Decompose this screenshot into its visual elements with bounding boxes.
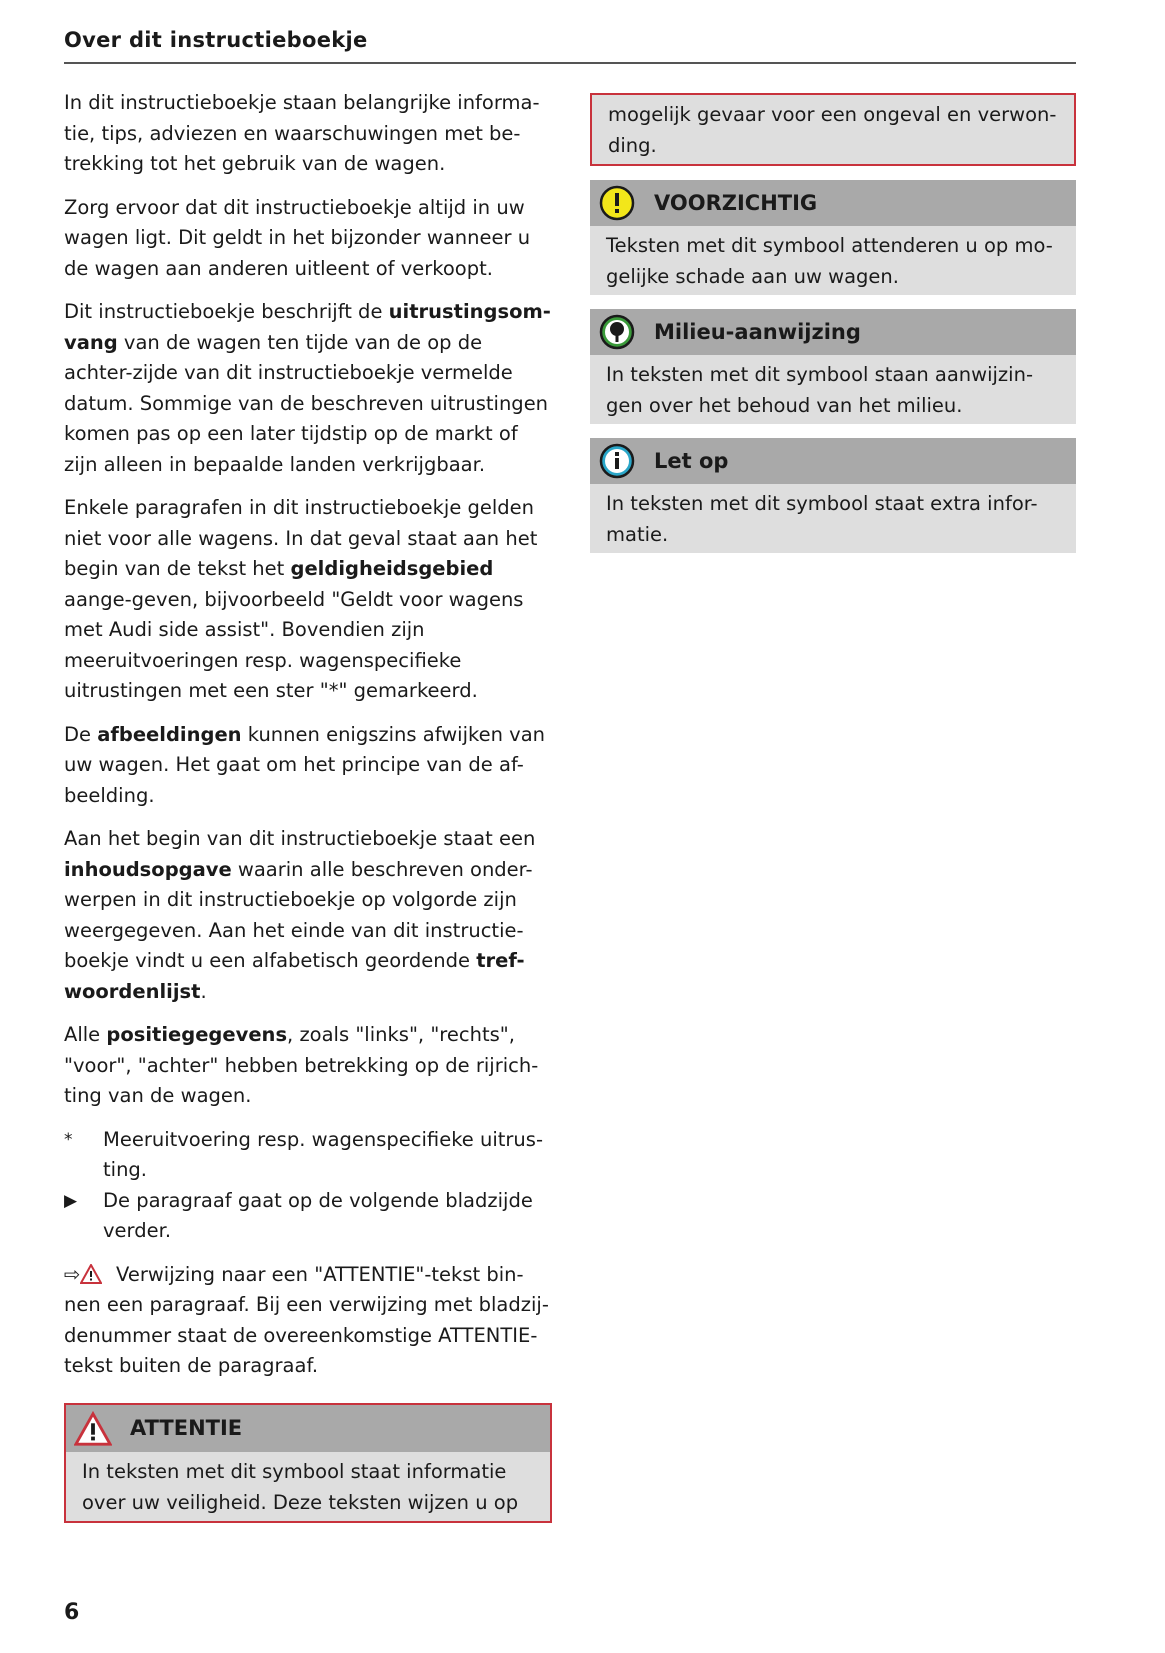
left-column: [64, 88, 552, 1395]
caution-box: [590, 180, 1076, 295]
environment-title: Milieu-aanwijzing: [654, 319, 861, 344]
legend-text: De paragraaf gaat op de volgende bladzijde verder.: [103, 1188, 533, 1242]
info-circle-icon: [598, 442, 636, 480]
exclamation-circle-icon: [598, 184, 636, 222]
attention-continued-text: mogelijk gevaar voor een ongeval en verwon-ding.: [608, 103, 1057, 157]
page-header-title: Over dit instructieboekje: [64, 28, 368, 52]
page-number: 6: [64, 1600, 80, 1625]
environment-box: [590, 309, 1076, 424]
caution-title: VOORZICHTIG: [654, 190, 818, 215]
paragraph-keep-in-car: Zorg ervoor dat dit instructieboekje altijd in uw wagen ligt. Dit geldt in het bijzonder wanneer u de wagen aan anderen uitleent of verkoopt.: [64, 195, 531, 280]
environment-body: In teksten met dit symbool staan aanwijzin-gen over het behoud van het milieu.: [606, 363, 1033, 417]
paragraph-contents: Aan het begin van dit instructieboekje staat een inhoudsopgave waarin alle beschreven onder-werpen in dit instructieboekje op volgorde zijn weergegeven. Aan het einde van dit instructie-boekje vindt u een alfabetisch geordende tref-woordenlijst.: [64, 827, 536, 1003]
paragraph-validity: Enkele paragrafen in dit instructieboekje gelden niet voor alle wagens. In dat geval staat aan het begin van de tekst het geldigheidsgebied aange-geven, bijvoorbeeld "Geldt voor wagens met Audi side assist". Bovendien zijn meeruitvoeringen resp. wagenspecifieke uitrustingen met een ster "*" gemarkeerd.: [64, 496, 538, 702]
environment-header: [590, 309, 1076, 355]
paragraph-reference: ⇨ Verwijzing naar een "ATTENTIE"-tekst bin-nen een paragraaf. Bij een verwijzing met bladzij-denummer staat de overeenkomstige ATTENTIE-tekst buiten de paragraaf.: [64, 1260, 552, 1382]
note-body: In teksten met dit symbool staat extra infor-matie.: [606, 492, 1038, 546]
note-header: [590, 438, 1076, 484]
right-column: [590, 93, 1076, 567]
legend-item-continue: [64, 1186, 552, 1247]
paragraph-intro: In dit instructieboekje staan belangrijke informa-tie, tips, adviezen en waarschuwingen met be-trekking tot het gebruik van de wagen.: [64, 91, 540, 175]
attention-box: [64, 1403, 552, 1523]
caution-body: Teksten met dit symbool attenderen u op mo-gelijke schade aan uw wagen.: [606, 234, 1053, 288]
attention-body: In teksten met dit symbool staat informatie over uw veiligheid. Deze teksten wijzen u op: [82, 1460, 519, 1514]
paragraph-positions: Alle positiegegevens, zoals "links", "rechts", "voor", "achter" hebben betrekking op de rijrich-ting van de wagen.: [64, 1023, 539, 1107]
attention-continued-box: [590, 93, 1076, 166]
note-box: [590, 438, 1076, 553]
play-triangle-icon: ▶: [64, 1190, 78, 1211]
paragraph-equipment-scope: Dit instructieboekje beschrijft de uitrustingsom-vang van de wagen ten tijde van de op de achter-zijde van dit instructieboekje vermelde datum. Sommige van de beschreven uitrustingen komen pas op een later tijdstip op de markt of zijn alleen in bepaalde landen verkrijgbaar.: [64, 300, 551, 476]
caution-header: [590, 180, 1076, 226]
note-title: Let op: [654, 448, 729, 473]
reference-symbol: [64, 1260, 116, 1291]
legend-text: Meeruitvoering resp. wagenspecifieke uitrus-ting.: [103, 1127, 543, 1181]
legend-item-star: [64, 1125, 552, 1186]
attention-title: ATTENTIE: [130, 1416, 243, 1441]
header-rule: [64, 62, 1076, 64]
tree-circle-icon: [598, 313, 636, 351]
paragraph-images: De afbeeldingen kunnen enigszins afwijken van uw wagen. Het gaat om het principe van de af-beelding.: [64, 722, 546, 807]
warning-triangle-icon: [80, 1264, 102, 1284]
arrow-right-icon: ⇨: [64, 1262, 81, 1286]
star-symbol: *: [64, 1129, 73, 1150]
warning-triangle-icon: [74, 1410, 112, 1448]
symbol-legend: [64, 1125, 552, 1247]
attention-header: [66, 1405, 550, 1452]
